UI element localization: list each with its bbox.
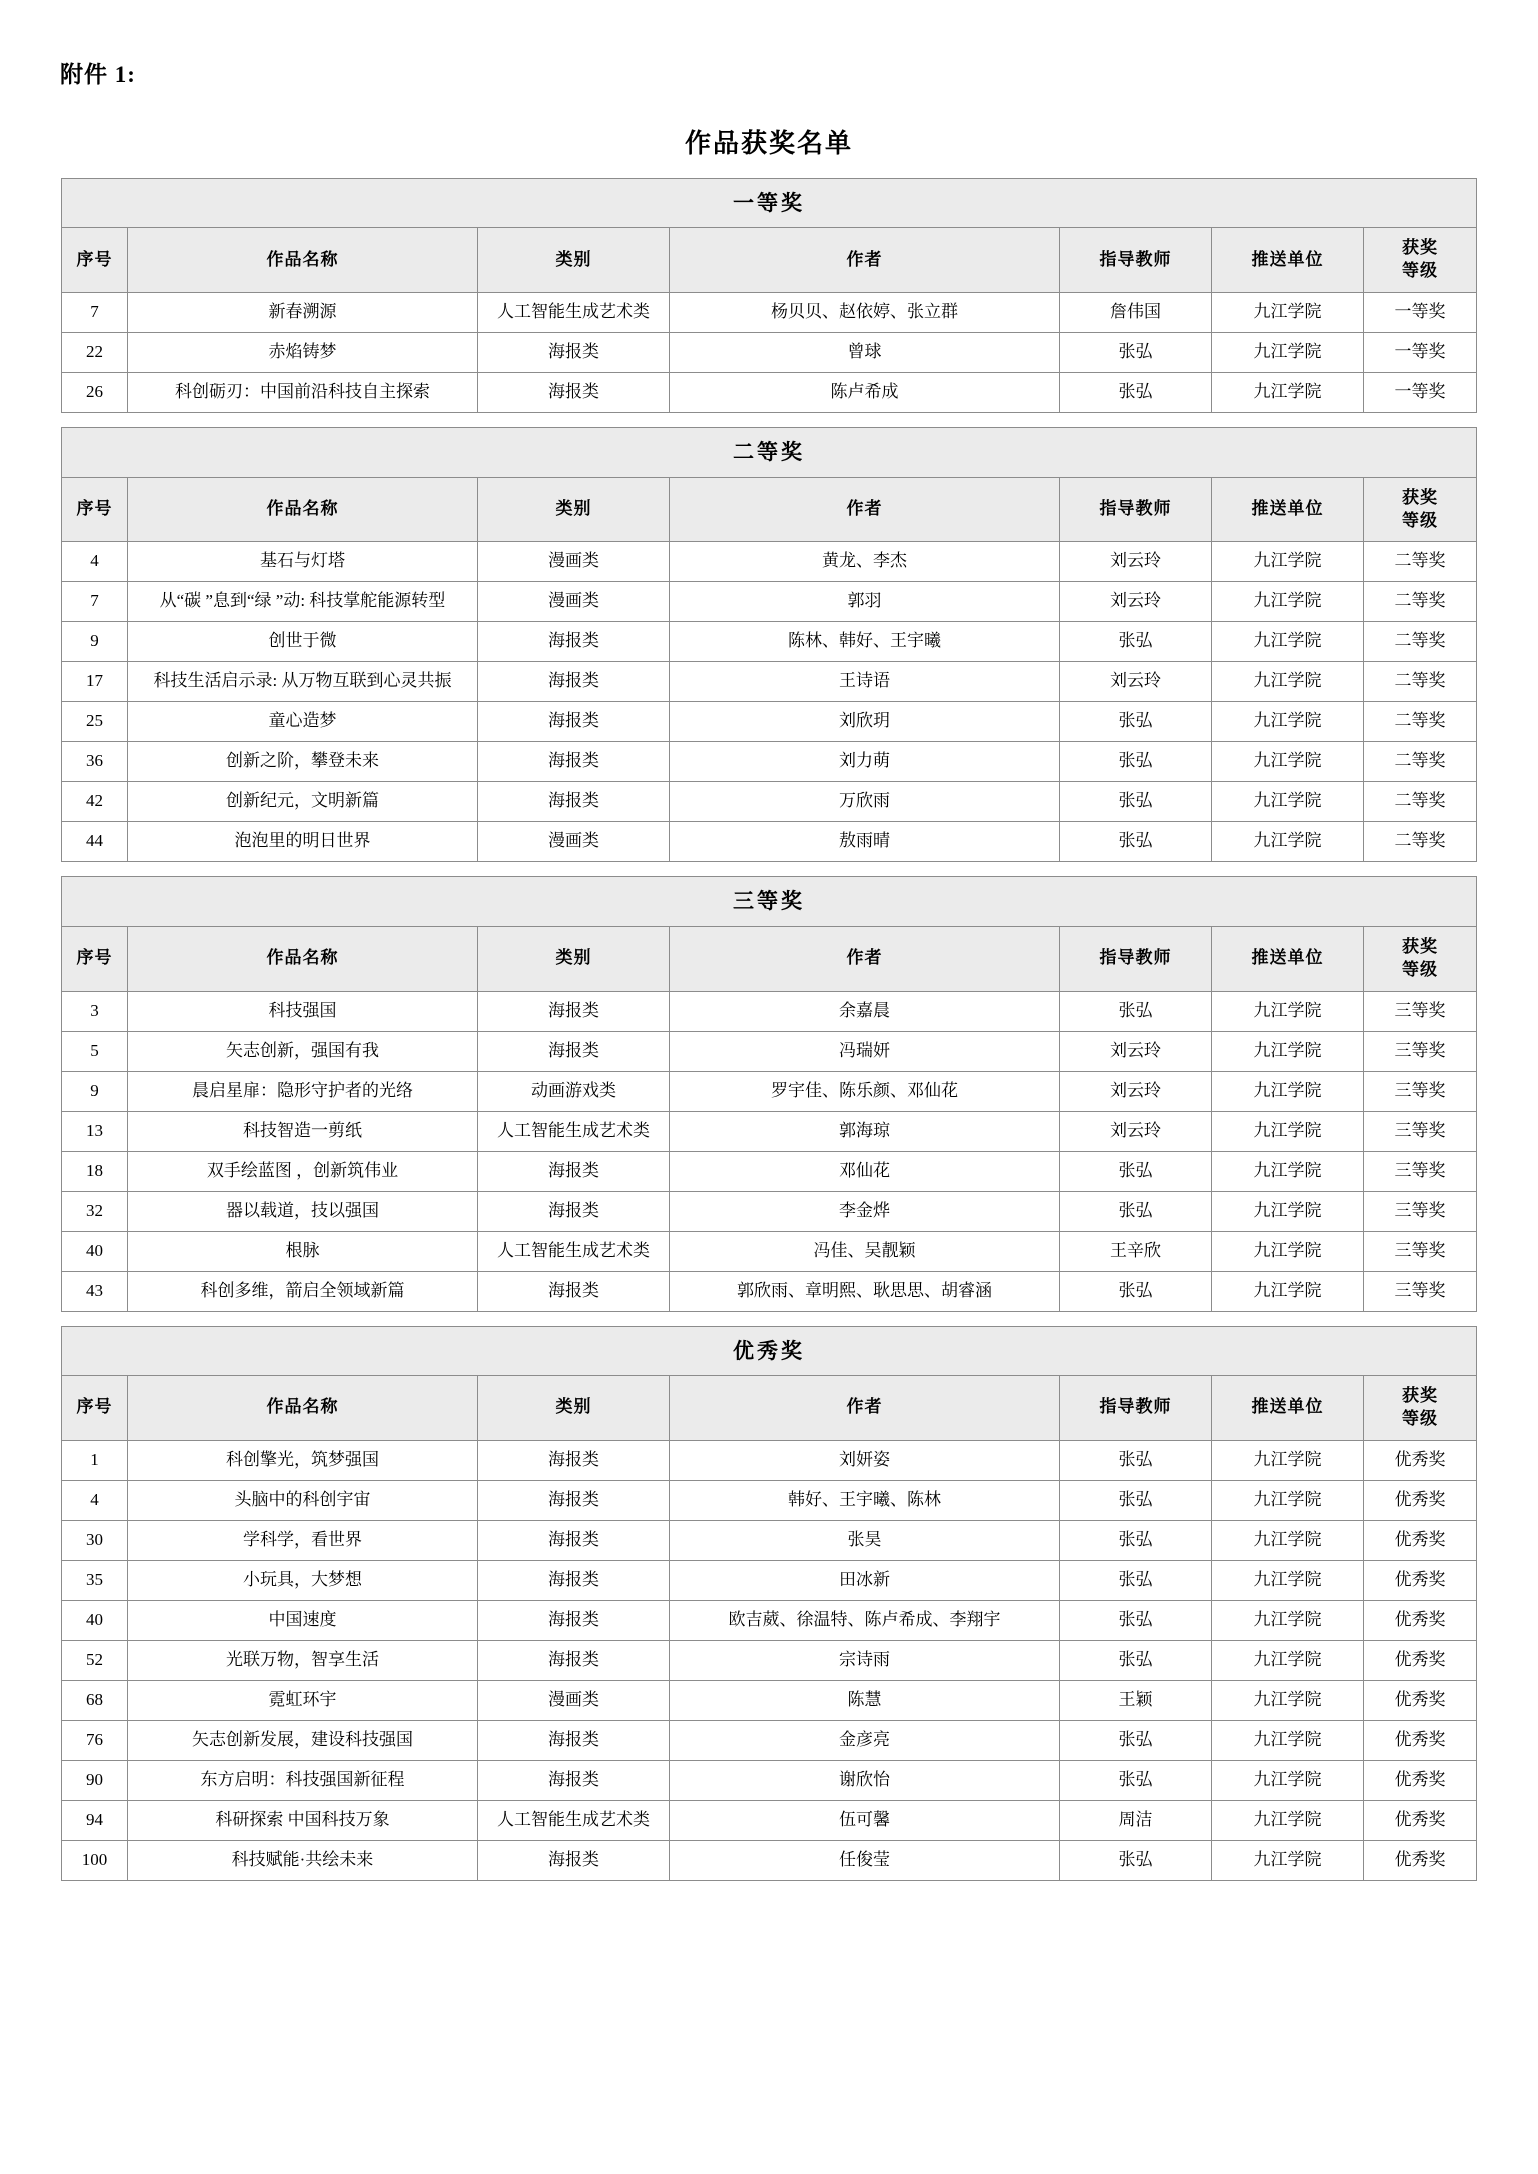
cell-name: 光联万物，智享生活 xyxy=(127,1640,477,1680)
table-row xyxy=(61,1840,1476,1880)
cell-teacher: 张弘 xyxy=(1059,782,1211,822)
cell-level: 二等奖 xyxy=(1363,582,1476,622)
column-header-category: 类别 xyxy=(477,477,669,542)
table-row xyxy=(61,1520,1476,1560)
table-row xyxy=(61,1111,1476,1151)
cell-teacher: 刘云玲 xyxy=(1059,1111,1211,1151)
cell-name: 从“碳 ”息到“绿 ”动: 科技掌舵能源转型 xyxy=(127,582,477,622)
cell-index: 52 xyxy=(61,1640,127,1680)
level-header-line2: 等级 xyxy=(1402,510,1438,530)
cell-index: 42 xyxy=(61,782,127,822)
column-header-category: 类别 xyxy=(477,1376,669,1441)
cell-index: 13 xyxy=(61,1111,127,1151)
cell-category: 海报类 xyxy=(477,1600,669,1640)
cell-category: 海报类 xyxy=(477,1480,669,1520)
section-header-row xyxy=(61,428,1476,477)
cell-unit: 九江学院 xyxy=(1211,1640,1363,1680)
cell-author: 郭海琼 xyxy=(669,1111,1059,1151)
cell-level: 三等奖 xyxy=(1363,1231,1476,1271)
cell-name: 中国速度 xyxy=(127,1600,477,1640)
cell-category: 动画游戏类 xyxy=(477,1071,669,1111)
column-header-name: 作品名称 xyxy=(127,926,477,991)
table-row xyxy=(61,373,1476,413)
column-header-index: 序号 xyxy=(61,477,127,542)
section-spacer xyxy=(61,1311,1476,1326)
table-row xyxy=(61,1071,1476,1111)
cell-unit: 九江学院 xyxy=(1211,373,1363,413)
cell-name: 泡泡里的明日世界 xyxy=(127,822,477,862)
cell-index: 9 xyxy=(61,622,127,662)
cell-name: 矢志创新发展，建设科技强国 xyxy=(127,1720,477,1760)
cell-level: 优秀奖 xyxy=(1363,1480,1476,1520)
cell-level: 一等奖 xyxy=(1363,373,1476,413)
table-row xyxy=(61,1560,1476,1600)
column-header-level xyxy=(1363,1376,1476,1441)
cell-index: 94 xyxy=(61,1800,127,1840)
cell-author: 刘欣玥 xyxy=(669,702,1059,742)
column-header-level xyxy=(1363,477,1476,542)
column-header-author: 作者 xyxy=(669,926,1059,991)
cell-teacher: 张弘 xyxy=(1059,1600,1211,1640)
cell-name: 创世于微 xyxy=(127,622,477,662)
cell-name: 晨启星扉：隐形守护者的光络 xyxy=(127,1071,477,1111)
cell-author: 谢欣怡 xyxy=(669,1760,1059,1800)
column-header-category: 类别 xyxy=(477,228,669,293)
cell-unit: 九江学院 xyxy=(1211,293,1363,333)
table-row xyxy=(61,1151,1476,1191)
cell-unit: 九江学院 xyxy=(1211,1111,1363,1151)
cell-teacher: 张弘 xyxy=(1059,742,1211,782)
table-row xyxy=(61,582,1476,622)
cell-teacher: 张弘 xyxy=(1059,822,1211,862)
cell-level: 优秀奖 xyxy=(1363,1680,1476,1720)
cell-name: 科创砺刃：中国前沿科技自主探索 xyxy=(127,373,477,413)
cell-category: 人工智能生成艺术类 xyxy=(477,1111,669,1151)
spacer-cell xyxy=(61,862,1476,877)
cell-level: 二等奖 xyxy=(1363,622,1476,662)
cell-unit: 九江学院 xyxy=(1211,1271,1363,1311)
cell-teacher: 张弘 xyxy=(1059,1151,1211,1191)
table-row xyxy=(61,622,1476,662)
cell-name: 基石与灯塔 xyxy=(127,542,477,582)
table-row xyxy=(61,1480,1476,1520)
column-header-level xyxy=(1363,926,1476,991)
cell-author: 冯佳、吴靓颖 xyxy=(669,1231,1059,1271)
cell-level: 一等奖 xyxy=(1363,333,1476,373)
cell-teacher: 张弘 xyxy=(1059,1720,1211,1760)
column-header-name: 作品名称 xyxy=(127,228,477,293)
cell-index: 7 xyxy=(61,582,127,622)
cell-unit: 九江学院 xyxy=(1211,1520,1363,1560)
cell-author: 张昊 xyxy=(669,1520,1059,1560)
cell-name: 科创多维，箭启全领域新篇 xyxy=(127,1271,477,1311)
cell-level: 二等奖 xyxy=(1363,702,1476,742)
cell-teacher: 张弘 xyxy=(1059,1520,1211,1560)
cell-level: 优秀奖 xyxy=(1363,1640,1476,1680)
cell-level: 二等奖 xyxy=(1363,742,1476,782)
table-row xyxy=(61,991,1476,1031)
cell-name: 小玩具，大梦想 xyxy=(127,1560,477,1600)
cell-index: 35 xyxy=(61,1560,127,1600)
cell-teacher: 张弘 xyxy=(1059,373,1211,413)
cell-teacher: 刘云玲 xyxy=(1059,542,1211,582)
cell-teacher: 刘云玲 xyxy=(1059,662,1211,702)
cell-name: 创新之阶，攀登未来 xyxy=(127,742,477,782)
cell-index: 26 xyxy=(61,373,127,413)
table-row xyxy=(61,1640,1476,1680)
cell-author: 刘力萌 xyxy=(669,742,1059,782)
cell-unit: 九江学院 xyxy=(1211,1720,1363,1760)
cell-name: 矢志创新，强国有我 xyxy=(127,1031,477,1071)
section-title: 二等奖 xyxy=(61,428,1476,477)
cell-name: 科技智造一剪纸 xyxy=(127,1111,477,1151)
column-header-row xyxy=(61,477,1476,542)
cell-name: 科技赋能·共绘未来 xyxy=(127,1840,477,1880)
cell-level: 优秀奖 xyxy=(1363,1840,1476,1880)
cell-category: 海报类 xyxy=(477,1151,669,1191)
level-header-line2: 等级 xyxy=(1402,261,1438,281)
cell-author: 余嘉晨 xyxy=(669,991,1059,1031)
cell-teacher: 周洁 xyxy=(1059,1800,1211,1840)
cell-level: 优秀奖 xyxy=(1363,1520,1476,1560)
cell-name: 科创擎光，筑梦强国 xyxy=(127,1440,477,1480)
table-row xyxy=(61,293,1476,333)
cell-name: 头脑中的科创宇宙 xyxy=(127,1480,477,1520)
cell-index: 5 xyxy=(61,1031,127,1071)
cell-unit: 九江学院 xyxy=(1211,1760,1363,1800)
column-header-unit: 推送单位 xyxy=(1211,477,1363,542)
cell-category: 海报类 xyxy=(477,622,669,662)
cell-author: 郭欣雨、章明熙、耿思思、胡睿涵 xyxy=(669,1271,1059,1311)
cell-teacher: 张弘 xyxy=(1059,991,1211,1031)
cell-unit: 九江学院 xyxy=(1211,333,1363,373)
cell-index: 22 xyxy=(61,333,127,373)
cell-author: 刘妍姿 xyxy=(669,1440,1059,1480)
cell-category: 海报类 xyxy=(477,991,669,1031)
cell-author: 金彦亮 xyxy=(669,1720,1059,1760)
cell-level: 优秀奖 xyxy=(1363,1760,1476,1800)
cell-name: 科研探索 中国科技万象 xyxy=(127,1800,477,1840)
cell-teacher: 刘云玲 xyxy=(1059,582,1211,622)
cell-author: 黄龙、李杰 xyxy=(669,542,1059,582)
column-header-teacher: 指导教师 xyxy=(1059,1376,1211,1441)
cell-level: 三等奖 xyxy=(1363,1151,1476,1191)
cell-level: 三等奖 xyxy=(1363,1271,1476,1311)
table-row xyxy=(61,782,1476,822)
cell-unit: 九江学院 xyxy=(1211,1191,1363,1231)
cell-index: 100 xyxy=(61,1840,127,1880)
cell-unit: 九江学院 xyxy=(1211,1071,1363,1111)
cell-index: 36 xyxy=(61,742,127,782)
column-header-author: 作者 xyxy=(669,477,1059,542)
cell-unit: 九江学院 xyxy=(1211,822,1363,862)
cell-category: 海报类 xyxy=(477,333,669,373)
cell-category: 海报类 xyxy=(477,782,669,822)
cell-category: 海报类 xyxy=(477,1191,669,1231)
column-header-index: 序号 xyxy=(61,926,127,991)
cell-unit: 九江学院 xyxy=(1211,1480,1363,1520)
cell-level: 二等奖 xyxy=(1363,782,1476,822)
cell-teacher: 张弘 xyxy=(1059,1760,1211,1800)
cell-author: 冯瑞妍 xyxy=(669,1031,1059,1071)
cell-index: 43 xyxy=(61,1271,127,1311)
table-row xyxy=(61,1271,1476,1311)
cell-level: 优秀奖 xyxy=(1363,1800,1476,1840)
cell-author: 欧吉葳、徐温特、陈卢希成、李翔宇 xyxy=(669,1600,1059,1640)
cell-unit: 九江学院 xyxy=(1211,1560,1363,1600)
cell-author: 郭羽 xyxy=(669,582,1059,622)
cell-author: 韩好、王宇曦、陈林 xyxy=(669,1480,1059,1520)
level-header-line1: 获奖 xyxy=(1402,487,1438,507)
cell-category: 海报类 xyxy=(477,662,669,702)
cell-author: 万欣雨 xyxy=(669,782,1059,822)
cell-index: 18 xyxy=(61,1151,127,1191)
cell-name: 双手绘蓝图 ，创新筑伟业 xyxy=(127,1151,477,1191)
cell-unit: 九江学院 xyxy=(1211,1840,1363,1880)
table-row xyxy=(61,1760,1476,1800)
cell-teacher: 张弘 xyxy=(1059,702,1211,742)
spacer-cell xyxy=(61,413,1476,428)
cell-name: 器以载道，技以强国 xyxy=(127,1191,477,1231)
section-header-row xyxy=(61,179,1476,228)
cell-teacher: 刘云玲 xyxy=(1059,1071,1211,1111)
level-header-line2: 等级 xyxy=(1402,1408,1438,1428)
column-header-author: 作者 xyxy=(669,228,1059,293)
cell-category: 漫画类 xyxy=(477,1680,669,1720)
cell-teacher: 张弘 xyxy=(1059,622,1211,662)
section-title: 一等奖 xyxy=(61,179,1476,228)
cell-author: 任俊莹 xyxy=(669,1840,1059,1880)
section-title: 三等奖 xyxy=(61,877,1476,926)
cell-category: 海报类 xyxy=(477,1560,669,1600)
table-row xyxy=(61,1600,1476,1640)
page-title: 作品获奖名单 xyxy=(684,129,853,158)
cell-category: 人工智能生成艺术类 xyxy=(477,293,669,333)
table-row xyxy=(61,1800,1476,1840)
cell-name: 霓虹环宇 xyxy=(127,1680,477,1720)
column-header-teacher: 指导教师 xyxy=(1059,228,1211,293)
cell-category: 海报类 xyxy=(477,1031,669,1071)
cell-category: 海报类 xyxy=(477,1760,669,1800)
column-header-row xyxy=(61,228,1476,293)
cell-index: 3 xyxy=(61,991,127,1031)
cell-teacher: 张弘 xyxy=(1059,1480,1211,1520)
cell-index: 40 xyxy=(61,1231,127,1271)
cell-index: 7 xyxy=(61,293,127,333)
cell-level: 优秀奖 xyxy=(1363,1560,1476,1600)
cell-category: 海报类 xyxy=(477,1720,669,1760)
cell-level: 优秀奖 xyxy=(1363,1440,1476,1480)
cell-name: 学科学，看世界 xyxy=(127,1520,477,1560)
level-header-line1: 获奖 xyxy=(1402,936,1438,956)
cell-unit: 九江学院 xyxy=(1211,542,1363,582)
cell-name: 科技强国 xyxy=(127,991,477,1031)
cell-unit: 九江学院 xyxy=(1211,782,1363,822)
table-row xyxy=(61,662,1476,702)
cell-unit: 九江学院 xyxy=(1211,702,1363,742)
cell-unit: 九江学院 xyxy=(1211,1031,1363,1071)
cell-index: 4 xyxy=(61,542,127,582)
table-row xyxy=(61,1191,1476,1231)
cell-index: 25 xyxy=(61,702,127,742)
cell-author: 宗诗雨 xyxy=(669,1640,1059,1680)
level-header-line1: 获奖 xyxy=(1402,238,1438,258)
cell-teacher: 张弘 xyxy=(1059,1271,1211,1311)
table-row xyxy=(61,1031,1476,1071)
column-header-teacher: 指导教师 xyxy=(1059,477,1211,542)
cell-author: 田冰新 xyxy=(669,1560,1059,1600)
cell-index: 17 xyxy=(61,662,127,702)
cell-unit: 九江学院 xyxy=(1211,1231,1363,1271)
cell-index: 40 xyxy=(61,1600,127,1640)
cell-teacher: 张弘 xyxy=(1059,1840,1211,1880)
section-header-row xyxy=(61,877,1476,926)
cell-category: 漫画类 xyxy=(477,822,669,862)
cell-level: 二等奖 xyxy=(1363,542,1476,582)
cell-author: 曾球 xyxy=(669,333,1059,373)
column-header-unit: 推送单位 xyxy=(1211,1376,1363,1441)
cell-unit: 九江学院 xyxy=(1211,742,1363,782)
table-row xyxy=(61,1231,1476,1271)
cell-unit: 九江学院 xyxy=(1211,1151,1363,1191)
table-row xyxy=(61,1720,1476,1760)
cell-category: 海报类 xyxy=(477,1640,669,1680)
cell-category: 漫画类 xyxy=(477,542,669,582)
cell-index: 1 xyxy=(61,1440,127,1480)
cell-author: 陈慧 xyxy=(669,1680,1059,1720)
cell-unit: 九江学院 xyxy=(1211,582,1363,622)
cell-name: 东方启明：科技强国新征程 xyxy=(127,1760,477,1800)
cell-unit: 九江学院 xyxy=(1211,1680,1363,1720)
cell-level: 二等奖 xyxy=(1363,822,1476,862)
cell-teacher: 詹伟国 xyxy=(1059,293,1211,333)
cell-category: 人工智能生成艺术类 xyxy=(477,1800,669,1840)
cell-unit: 九江学院 xyxy=(1211,1440,1363,1480)
cell-category: 海报类 xyxy=(477,742,669,782)
cell-teacher: 张弘 xyxy=(1059,1560,1211,1600)
cell-level: 三等奖 xyxy=(1363,1031,1476,1071)
spacer-cell xyxy=(61,1311,1476,1326)
cell-teacher: 张弘 xyxy=(1059,1191,1211,1231)
cell-author: 陈卢希成 xyxy=(669,373,1059,413)
cell-author: 李金烨 xyxy=(669,1191,1059,1231)
cell-name: 科技生活启示录: 从万物互联到心灵共振 xyxy=(127,662,477,702)
column-header-name: 作品名称 xyxy=(127,1376,477,1441)
cell-unit: 九江学院 xyxy=(1211,1600,1363,1640)
cell-index: 76 xyxy=(61,1720,127,1760)
column-header-row xyxy=(61,1376,1476,1441)
cell-teacher: 王辛欣 xyxy=(1059,1231,1211,1271)
cell-teacher: 张弘 xyxy=(1059,333,1211,373)
cell-teacher: 张弘 xyxy=(1059,1640,1211,1680)
level-header-line1: 获奖 xyxy=(1402,1386,1438,1405)
cell-category: 人工智能生成艺术类 xyxy=(477,1231,669,1271)
cell-unit: 九江学院 xyxy=(1211,991,1363,1031)
cell-category: 海报类 xyxy=(477,1520,669,1560)
cell-name: 赤焰铸梦 xyxy=(127,333,477,373)
column-header-teacher: 指导教师 xyxy=(1059,926,1211,991)
cell-level: 一等奖 xyxy=(1363,293,1476,333)
cell-index: 4 xyxy=(61,1480,127,1520)
cell-index: 44 xyxy=(61,822,127,862)
cell-index: 32 xyxy=(61,1191,127,1231)
cell-author: 陈林、韩好、王宇曦 xyxy=(669,622,1059,662)
column-header-index: 序号 xyxy=(61,1376,127,1441)
cell-level: 三等奖 xyxy=(1363,1111,1476,1151)
table-row xyxy=(61,822,1476,862)
section-header-row xyxy=(61,1326,1476,1375)
cell-name: 根脉 xyxy=(127,1231,477,1271)
cell-index: 30 xyxy=(61,1520,127,1560)
cell-level: 三等奖 xyxy=(1363,1071,1476,1111)
column-header-row xyxy=(61,926,1476,991)
cell-author: 杨贝贝、赵依婷、张立群 xyxy=(669,293,1059,333)
cell-name: 创新纪元，文明新篇 xyxy=(127,782,477,822)
column-header-level xyxy=(1363,228,1476,293)
award-list-table xyxy=(61,178,1477,1881)
cell-name: 新春溯源 xyxy=(127,293,477,333)
cell-category: 海报类 xyxy=(477,702,669,742)
cell-unit: 九江学院 xyxy=(1211,1800,1363,1840)
cell-category: 海报类 xyxy=(477,1440,669,1480)
attachment-label: 附件 1: xyxy=(60,62,136,87)
cell-level: 三等奖 xyxy=(1363,1191,1476,1231)
column-header-index: 序号 xyxy=(61,228,127,293)
cell-teacher: 刘云玲 xyxy=(1059,1031,1211,1071)
cell-name: 童心造梦 xyxy=(127,702,477,742)
cell-level: 三等奖 xyxy=(1363,991,1476,1031)
cell-author: 伍可馨 xyxy=(669,1800,1059,1840)
section-title: 优秀奖 xyxy=(61,1326,1476,1375)
cell-author: 王诗语 xyxy=(669,662,1059,702)
column-header-name: 作品名称 xyxy=(127,477,477,542)
cell-category: 海报类 xyxy=(477,1271,669,1311)
table-row xyxy=(61,333,1476,373)
table-row xyxy=(61,702,1476,742)
table-row xyxy=(61,742,1476,782)
cell-index: 9 xyxy=(61,1071,127,1111)
cell-level: 优秀奖 xyxy=(1363,1720,1476,1760)
cell-teacher: 张弘 xyxy=(1059,1440,1211,1480)
cell-unit: 九江学院 xyxy=(1211,662,1363,702)
cell-level: 优秀奖 xyxy=(1363,1600,1476,1640)
cell-index: 68 xyxy=(61,1680,127,1720)
table-row xyxy=(61,1440,1476,1480)
column-header-category: 类别 xyxy=(477,926,669,991)
cell-author: 敖雨晴 xyxy=(669,822,1059,862)
cell-category: 海报类 xyxy=(477,1840,669,1880)
table-row xyxy=(61,1680,1476,1720)
cell-category: 海报类 xyxy=(477,373,669,413)
cell-teacher: 王颖 xyxy=(1059,1680,1211,1720)
column-header-unit: 推送单位 xyxy=(1211,228,1363,293)
section-spacer xyxy=(61,413,1476,428)
section-spacer xyxy=(61,862,1476,877)
cell-unit: 九江学院 xyxy=(1211,622,1363,662)
table-row xyxy=(61,542,1476,582)
column-header-unit: 推送单位 xyxy=(1211,926,1363,991)
level-header-line2: 等级 xyxy=(1402,959,1438,979)
cell-author: 邓仙花 xyxy=(669,1151,1059,1191)
cell-author: 罗宇佳、陈乐颜、邓仙花 xyxy=(669,1071,1059,1111)
cell-category: 漫画类 xyxy=(477,582,669,622)
cell-level: 二等奖 xyxy=(1363,662,1476,702)
column-header-author: 作者 xyxy=(669,1376,1059,1441)
cell-index: 90 xyxy=(61,1760,127,1800)
